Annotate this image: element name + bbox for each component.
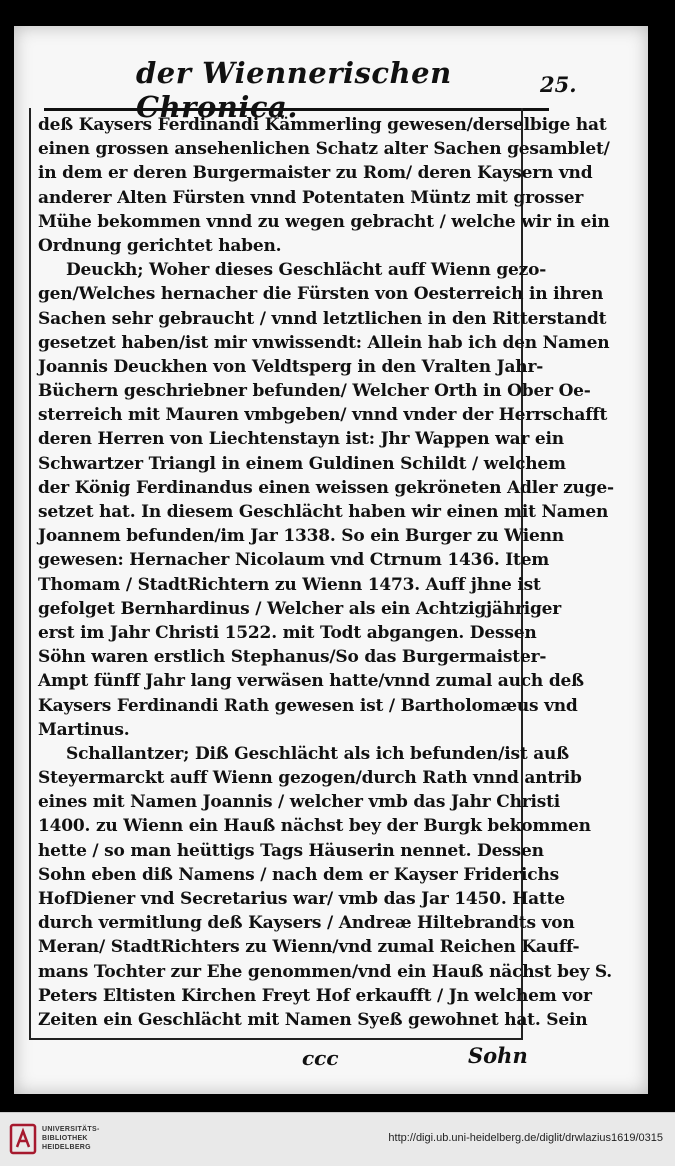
- text-line: gewesen: Hernacher Nicolaum vnd Ctrnum 1436. Item: [38, 550, 550, 571]
- text-line: deren Herren von Liechtenstayn ist: Jhr Wappen war ein: [38, 429, 564, 450]
- logo-line: HEIDELBERG: [42, 1144, 91, 1151]
- text-line: durch vermitlung deß Kaysers / Andreæ Hiltebrandts von: [38, 913, 575, 934]
- logo-line: BIBLIOTHEK: [42, 1135, 88, 1142]
- text-line: erst im Jahr Christi 1522. mit Todt abgangen. Dessen: [38, 622, 537, 643]
- text-line: in dem er deren Burgermaister zu Rom/ deren Kaysern vnd: [38, 163, 593, 184]
- text-line: Schwartzer Triangl in einem Guldinen Schildt / welchem: [38, 453, 566, 474]
- book-page: [14, 26, 648, 1094]
- logo-line: UNIVERSITÄTS-: [42, 1126, 100, 1133]
- running-head: der Wiennerischen Chronica.: [136, 56, 452, 124]
- text-line: mans Tochter zur Ehe genommen/vnd ein Hauß nächst bey S.: [38, 961, 613, 982]
- text-line: Büchern geschriebner befunden/ Welcher Orth in Ober Oe-: [38, 381, 591, 402]
- body-text: [38, 113, 614, 1032]
- page-header: [44, 42, 577, 124]
- text-line: Joannis Deuckhen von Veldtsperg in den Vralten Jahr-: [38, 356, 544, 377]
- text-line: gesetzet haben/ist mir vnwissendt: Allein hab ich den Namen: [38, 332, 610, 353]
- text-line: Kaysers Ferdinandi Rath gewesen ist / Bartholomæus vnd: [38, 695, 578, 716]
- text-line: Mühe bekommen vnnd zu wegen gebracht / welche wir in ein: [38, 211, 610, 232]
- text-line: deß Kaysers Ferdinandi Kämmerling gewesen/derselbige hat: [38, 115, 607, 135]
- library-footer: [0, 1112, 675, 1166]
- text-line: Söhn waren erstlich Stephanus/So das Burgermaister-: [38, 647, 547, 668]
- text-line: gen/Welches hernacher die Fürsten von Oesterreich in ihren: [38, 284, 604, 305]
- text-line: 1400. zu Wienn ein Hauß nächst bey der Burgk bekommen: [38, 816, 591, 837]
- page-number: 25.: [540, 72, 577, 97]
- text-line: Thomam / StadtRichtern zu Wienn 1473. Auff jhne ist: [38, 574, 541, 595]
- text-line: Martinus.: [38, 719, 130, 740]
- text-line: Ordnung gerichtet haben.: [38, 235, 282, 256]
- library-seal-icon: [8, 1123, 38, 1155]
- text-line: anderer Alten Fürsten vnnd Potentaten Müntz mit grosser: [38, 187, 584, 208]
- signature-mark: ccc: [302, 1046, 339, 1070]
- text-line: HofDiener vnd Secretarius war/ vmb das Jar 1450. Hatte: [38, 889, 565, 909]
- text-line: der König Ferdinandus einen weissen gekröneten Adler zuge-: [38, 477, 614, 498]
- text-line: setzet hat. In diesem Geschlächt haben wir einen mit Namen: [38, 502, 609, 522]
- text-line: Sohn eben diß Namens / nach dem er Kayser Friderichs: [38, 864, 559, 885]
- text-line: Deuckh; Woher dieses Geschlächt auff Wienn gezo-: [66, 260, 547, 281]
- text-line: Schallantzer; Diß Geschlächt als ich befunden/ist auß: [66, 743, 569, 764]
- text-line: sterreich mit Mauren vmbgeben/ vnnd vnder der Herrschafft: [38, 405, 608, 426]
- text-line: Peters Eltisten Kirchen Freyt Hof erkaufft / Jn welchem vor: [38, 985, 592, 1006]
- text-line: Sachen sehr gebraucht / vnnd letztlichen in den Ritterstandt: [38, 308, 607, 329]
- text-line: hette / so man heüttigs Tags Häuserin nennet. Dessen: [38, 840, 544, 861]
- text-line: einen grossen ansehenlichen Schatz alter Sachen gesamblet/: [38, 139, 610, 160]
- text-line: Zeiten ein Geschlächt mit Namen Syeß gewohnet hat. Sein: [38, 1009, 588, 1030]
- text-line: Steyermarckt auff Wienn gezogen/durch Rath vnnd antrib: [38, 768, 582, 789]
- text-line: eines mit Namen Joannis / welcher vmb das Jahr Christi: [38, 792, 561, 813]
- permalink-url[interactable]: http://digi.ub.uni-heidelberg.de/diglit/drwlazius1619/0315: [388, 1132, 663, 1144]
- catchword: Sohn: [468, 1043, 528, 1068]
- text-line: Ampt fünff Jahr lang verwäsen hatte/vnnd zumal auch deß: [38, 671, 584, 692]
- text-line: Joannem befunden/im Jar 1338. So ein Burger zu Wienn: [38, 526, 564, 547]
- footer-rule: [29, 1038, 523, 1040]
- text-line: gefolget Bernhardinus / Welcher als ein Achtzigjähriger: [38, 598, 562, 619]
- library-logo-text: [42, 1125, 100, 1152]
- text-line: Meran/ StadtRichters zu Wienn/vnd zumal Reichen Kauff-: [38, 937, 580, 958]
